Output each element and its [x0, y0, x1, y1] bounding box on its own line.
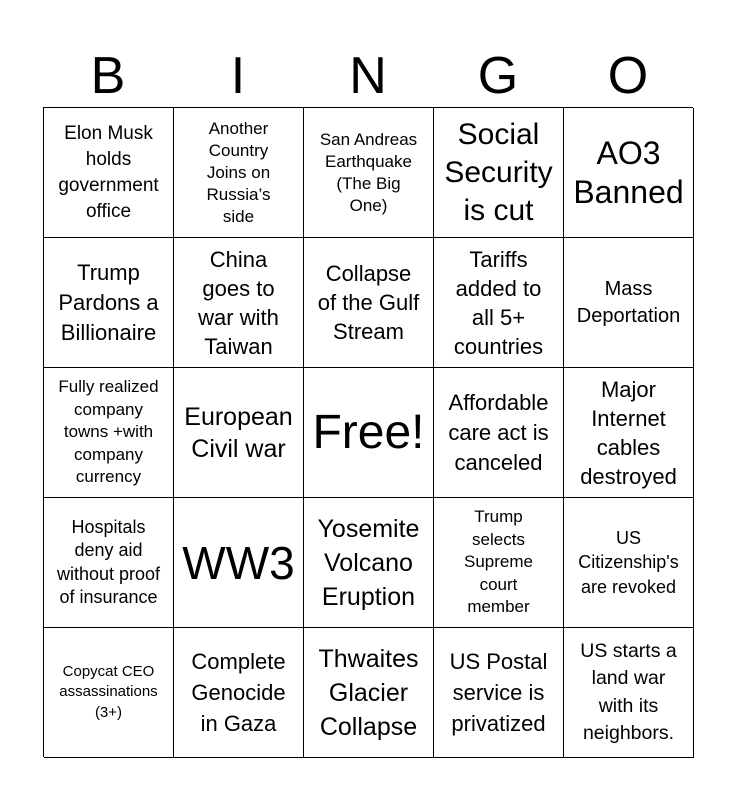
cell-text: US Citizenship's are revoked: [578, 527, 679, 597]
bingo-cell[interactable]: [564, 498, 694, 628]
cell-text: Another Country Joins on Russia’s side: [206, 118, 271, 226]
free-space[interactable]: [304, 368, 434, 498]
cell-text: Elon Musk holds government office: [58, 122, 159, 222]
cell-text: Social Security is cut: [444, 117, 553, 227]
cell-text: China goes to war with Taiwan: [198, 246, 279, 359]
bingo-cell[interactable]: [174, 628, 304, 758]
cell-text: Tariffs added to all 5+ countries: [453, 246, 544, 359]
cell-text: Major Internet cables destroyed: [580, 376, 677, 489]
cell-text: Yosemite Volcano Eruption: [317, 514, 420, 611]
bingo-cell[interactable]: [434, 628, 564, 758]
bingo-header: [43, 44, 693, 108]
cell-text: US Postal service is privatized: [449, 649, 548, 736]
bingo-cell[interactable]: [564, 108, 694, 238]
bingo-cell[interactable]: [304, 238, 434, 368]
cell-text: Thwaites Glacier Collapse: [318, 644, 419, 741]
bingo-cell[interactable]: [304, 628, 434, 758]
cell-text: Collapse of the Gulf Stream: [317, 261, 420, 344]
header-letter-i: I: [230, 47, 246, 105]
bingo-cell[interactable]: [564, 628, 694, 758]
bingo-board: [43, 107, 693, 757]
header-letter-b: B: [90, 47, 126, 105]
cell-text: Affordable care act is canceled: [448, 389, 549, 475]
cell-text: Hospitals deny aid without proof of insurance: [56, 516, 161, 607]
cell-text: Fully realized company towns +with company currency: [58, 377, 159, 487]
bingo-cell[interactable]: [304, 498, 434, 628]
header-letter-n: N: [349, 47, 387, 105]
cell-text: Complete Genocide in Gaza: [191, 649, 286, 736]
bingo-cell[interactable]: [304, 108, 434, 238]
cell-text: WW3: [182, 536, 295, 589]
bingo-cell[interactable]: [434, 368, 564, 498]
cell-text: Trump Pardons a Billionaire: [58, 259, 159, 345]
cell-text: Free!: [312, 405, 425, 459]
bingo-cell[interactable]: [564, 238, 694, 368]
bingo-cell[interactable]: [44, 628, 174, 758]
bingo-cell[interactable]: [44, 368, 174, 498]
cell-text: AO3 Banned: [573, 134, 684, 210]
cell-text: US starts a land war with its neighbors.: [580, 639, 677, 744]
header-letter-g: G: [477, 47, 519, 105]
bingo-cell[interactable]: [174, 238, 304, 368]
cell-text: San Andreas Earthquake (The Big One): [319, 129, 418, 215]
bingo-cell[interactable]: [434, 238, 564, 368]
bingo-cell[interactable]: [44, 238, 174, 368]
cell-text: Mass Deportation: [576, 277, 681, 327]
bingo-cell[interactable]: [434, 498, 564, 628]
bingo-cell[interactable]: [564, 368, 694, 498]
cell-text: Copycat CEO assassinations (3+): [59, 662, 158, 721]
bingo-cell[interactable]: [174, 368, 304, 498]
header-letter-o: O: [607, 47, 649, 105]
bingo-cell[interactable]: [44, 108, 174, 238]
cell-text: Trump selects Supreme court member: [464, 507, 533, 617]
cell-text: European Civil war: [184, 402, 293, 463]
bingo-cell[interactable]: [44, 498, 174, 628]
bingo-cell[interactable]: [434, 108, 564, 238]
bingo-cell[interactable]: [174, 498, 304, 628]
bingo-cell[interactable]: [174, 108, 304, 238]
